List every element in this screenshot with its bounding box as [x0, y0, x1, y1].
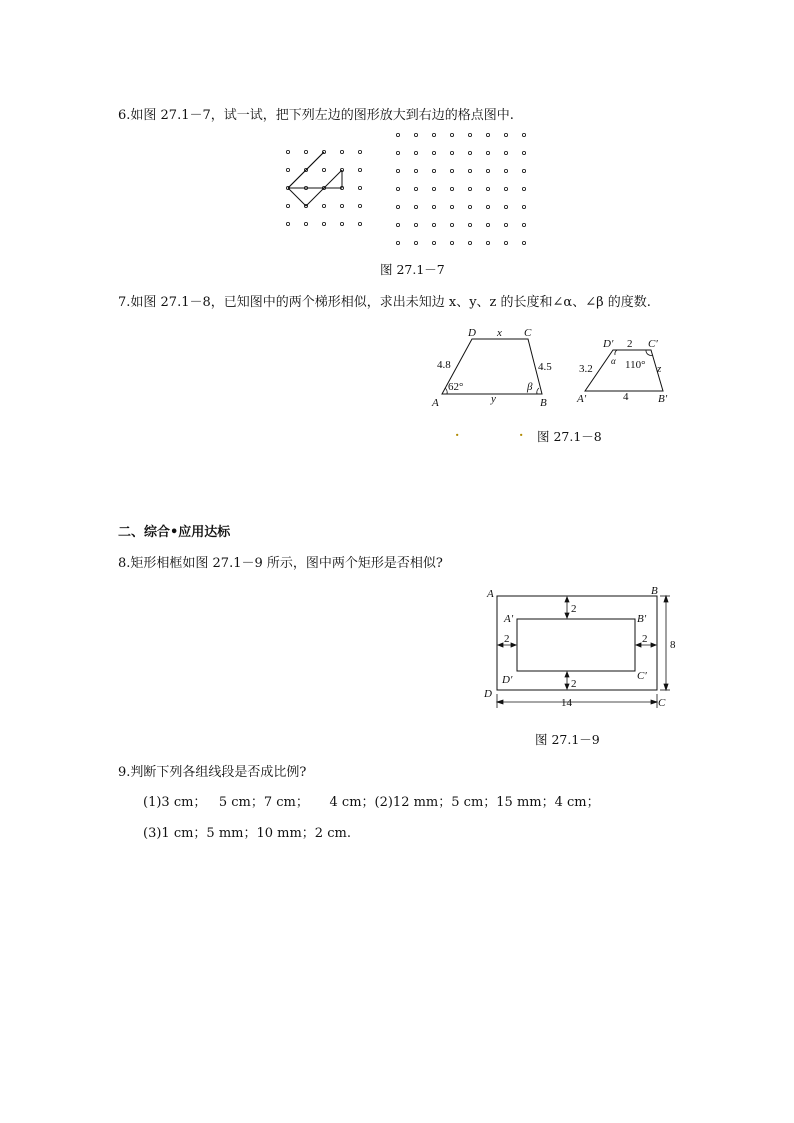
lattice-dot: [504, 151, 507, 154]
trap2-label-z: z: [657, 363, 662, 375]
lattice-dot: [450, 241, 453, 244]
lattice-dot: [358, 168, 361, 171]
lattice-dot: [486, 187, 489, 190]
lattice-dot: [340, 204, 343, 207]
trap1-label-beta: β: [527, 381, 533, 393]
trap2-label-c: C′: [648, 338, 658, 350]
lattice-dot: [432, 187, 435, 190]
trap2-label-left: 3.2: [579, 363, 593, 375]
lattice-dot: [504, 133, 507, 136]
lattice-dot: [450, 223, 453, 226]
lattice-dot: [414, 151, 417, 154]
lattice-dot: [396, 205, 399, 208]
trap1-label-d: D: [468, 327, 476, 339]
lattice-dot: [432, 151, 435, 154]
lattice-dot: [468, 205, 471, 208]
figure-27-1-9-frame: [482, 584, 682, 714]
lattice-dot: [432, 205, 435, 208]
frame-label-b: B: [651, 585, 658, 597]
lattice-dot: [286, 150, 289, 153]
lattice-dot: [396, 169, 399, 172]
lattice-dot: [486, 133, 489, 136]
frame-dim-top: 2: [571, 603, 577, 615]
lattice-dot: [486, 205, 489, 208]
lattice-dot: [468, 151, 471, 154]
question-9-text: 9.判断下列各组线段是否成比例?: [118, 765, 307, 780]
lattice-dot: [396, 241, 399, 244]
frame-label-a: A: [487, 588, 494, 600]
lattice-dot: [486, 241, 489, 244]
lattice-dot: [450, 205, 453, 208]
lattice-dot: [340, 150, 343, 153]
lattice-dot: [522, 169, 525, 172]
trap1-label-b: B: [540, 397, 547, 409]
lattice-dot: [504, 205, 507, 208]
lattice-dot: [286, 204, 289, 207]
frame-dim-height: 8: [670, 639, 676, 651]
lattice-dot: [432, 223, 435, 226]
lattice-dot: [358, 222, 361, 225]
lattice-dot: [432, 169, 435, 172]
trap2-label-d: D′: [603, 338, 614, 350]
lattice-dot: [504, 187, 507, 190]
question-8-text: 8.矩形相框如图 27.1－9 所示，图中两个矩形是否相似?: [118, 556, 443, 571]
lattice-dot: [504, 241, 507, 244]
lattice-dot: [286, 168, 289, 171]
lattice-dot: [322, 168, 325, 171]
frame-label-b-inner: B′: [637, 613, 647, 625]
lattice-dot: [486, 223, 489, 226]
question-6-text: 6.如图 27.1－7，试一试，把下列左边的图形放大到右边的格点图中.: [118, 108, 514, 123]
lattice-dot: [396, 133, 399, 136]
trap2-label-b: B′: [658, 393, 668, 405]
frame-label-c-inner: C′: [637, 670, 647, 682]
frame-dim-bottom: 2: [571, 678, 577, 690]
trap1-label-c: C: [524, 327, 532, 339]
lattice-dot: [396, 187, 399, 190]
lattice-dot: [396, 223, 399, 226]
trap1-label-x: x: [497, 327, 502, 339]
frame-label-d: D: [484, 688, 492, 700]
figure-27-1-9-caption: 图 27.1－9: [535, 732, 600, 747]
lattice-dot: [504, 223, 507, 226]
trap2-label-angle: 110°: [625, 359, 646, 371]
lattice-dot: [432, 241, 435, 244]
lattice-dot: [522, 187, 525, 190]
lattice-dot: [358, 150, 361, 153]
stray-dot-2: .: [519, 424, 524, 439]
lattice-dot: [486, 169, 489, 172]
frame-label-c: C: [658, 697, 666, 709]
lattice-dot: [450, 133, 453, 136]
lattice-dot: [432, 133, 435, 136]
trap1-label-left: 4.8: [437, 359, 451, 371]
lattice-dot: [522, 241, 525, 244]
lattice-dot: [414, 169, 417, 172]
lattice-dot: [486, 151, 489, 154]
lattice-dot: [414, 205, 417, 208]
trap2-label-alpha: α: [611, 356, 616, 366]
figure-27-1-7-caption: 图 27.1－7: [380, 262, 445, 277]
frame-label-a-inner: A′: [504, 613, 514, 625]
figure-27-1-8-trapezoid-2: [573, 334, 673, 414]
lattice-dot: [322, 204, 325, 207]
lattice-dot: [322, 222, 325, 225]
frame-dim-width: 14: [561, 697, 572, 709]
trap1-label-y: y: [491, 393, 496, 405]
lattice-dot: [522, 133, 525, 136]
trap1-label-a: A: [432, 397, 439, 409]
lattice-dot: [396, 151, 399, 154]
figure-27-1-8-trapezoid-1: [428, 326, 558, 416]
lattice-dot: [522, 151, 525, 154]
section-2-title: 二、综合•应用达标: [118, 525, 231, 540]
lattice-dot: [304, 222, 307, 225]
lattice-dot: [522, 205, 525, 208]
lattice-dot: [468, 169, 471, 172]
figure-27-1-7-right-grid: [393, 130, 533, 240]
figure-27-1-7-left-grid: [283, 148, 363, 228]
lattice-dot: [468, 223, 471, 226]
trap2-label-top: 2: [627, 338, 633, 350]
trap1-label-right: 4.5: [538, 361, 552, 373]
lattice-dot: [522, 223, 525, 226]
figure-27-1-8-caption: 图 27.1－8: [537, 429, 602, 444]
lattice-dot: [450, 151, 453, 154]
lattice-dot: [340, 222, 343, 225]
question-9-line-2: (3)1 cm；5 mm；10 mm；2 cm.: [143, 826, 351, 841]
lattice-dot: [468, 187, 471, 190]
lattice-dot: [286, 222, 289, 225]
lattice-dot: [468, 133, 471, 136]
lattice-dot: [450, 187, 453, 190]
question-9-line-1: (1)3 cm； 5 cm；7 cm； 4 cm；(2)12 mm；5 cm；15 mm；4 cm；: [143, 795, 600, 810]
frame-dim-right: 2: [642, 633, 648, 645]
frame-label-d-inner: D′: [502, 674, 513, 686]
lattice-dot: [414, 241, 417, 244]
lattice-dot: [450, 169, 453, 172]
question-7-text: 7.如图 27.1－8，已知图中的两个梯形相似，求出未知边 x、y、z 的长度和∠α、∠β 的度数.: [118, 295, 651, 310]
lattice-dot: [504, 169, 507, 172]
lattice-dot: [358, 204, 361, 207]
frame-dim-left: 2: [504, 633, 510, 645]
stray-dot-1: .: [455, 424, 460, 439]
lattice-dot: [414, 133, 417, 136]
lattice-dot: [414, 187, 417, 190]
lattice-dot: [414, 223, 417, 226]
trap2-label-a: A′: [577, 393, 587, 405]
trap2-label-bottom: 4: [623, 391, 629, 403]
trap1-label-angle-a: 62°: [448, 381, 464, 393]
lattice-dot: [358, 186, 361, 189]
lattice-dot: [468, 241, 471, 244]
lattice-dot: [304, 150, 307, 153]
